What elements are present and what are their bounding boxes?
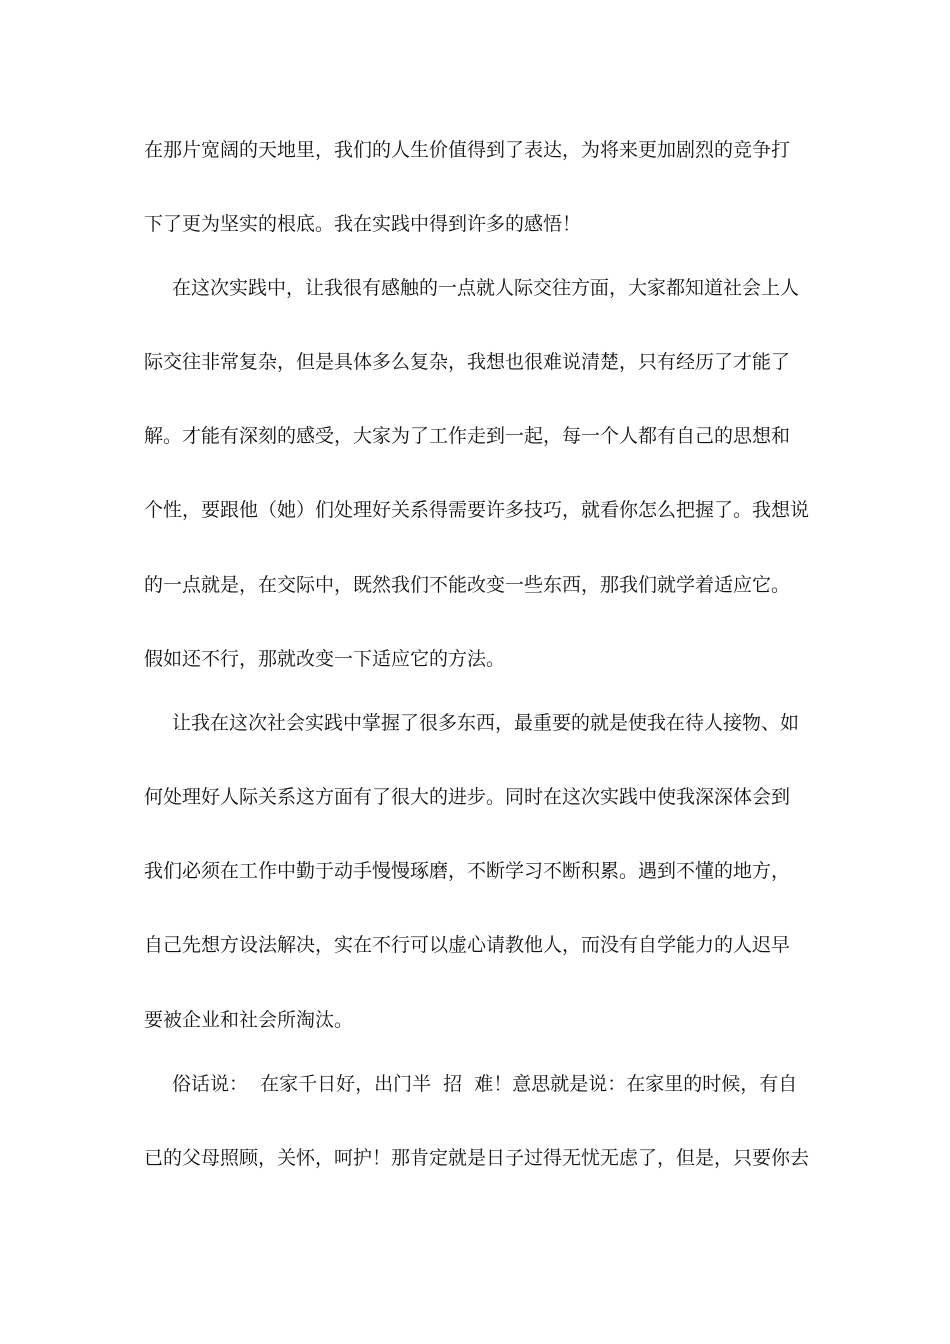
- text-line: 解。才能有深刻的感受，大家为了工作走到一起，每一个人都有自己的思想和: [144, 425, 791, 447]
- text-line: 我们必须在工作中勤于动手慢慢琢磨，不断学习不断积累。遇到不懂的地方，: [144, 860, 791, 882]
- paragraph-start-line: 在这次实践中，让我很有感触的一点就人际交往方面，大家都知道社会上人: [172, 277, 800, 299]
- paragraph-start-line: 俗话说： 在家千日好，出门半 招 难！意思就是说：在家里的时候，有自: [172, 1073, 798, 1095]
- text-line: 已的父母照顾，关怀，呵护！那肯定就是日子过得无忧无虑了，但是，只要你去: [144, 1147, 810, 1169]
- text-line: 在那片宽阔的天地里，我们的人生价值得到了表达，为将来更加剧烈的竞争打: [144, 139, 791, 161]
- text-line: 际交往非常复杂，但是具体多么复杂，我想也很难说清楚，只有经历了才能了: [144, 351, 791, 373]
- text-line: 要被企业和社会所淘汰。: [144, 1009, 354, 1031]
- text-line: 下了更为坚实的根底。我在实践中得到许多的感悟！: [144, 213, 582, 235]
- text-line: 的一点就是，在交际中，既然我们不能改变一些东西，那我们就学着适应它。: [144, 574, 791, 596]
- text-line: 假如还不行，那就改变一下适应它的方法。: [144, 648, 506, 670]
- text-line: 何处理好人际关系这方面有了很大的进步。同时在这次实践中使我深深体会到: [144, 786, 791, 808]
- paragraph-start-line: 让我在这次社会实践中掌握了很多东西，最重要的就是使我在待人接物、如: [172, 712, 800, 734]
- text-line: 自己先想方设法解决，实在不行可以虚心请教他人，而没有自学能力的人迟早: [144, 934, 791, 956]
- text-line: 个性，要跟他（她）们处理好关系得需要许多技巧，就看你怎么把握了。我想说: [144, 499, 810, 521]
